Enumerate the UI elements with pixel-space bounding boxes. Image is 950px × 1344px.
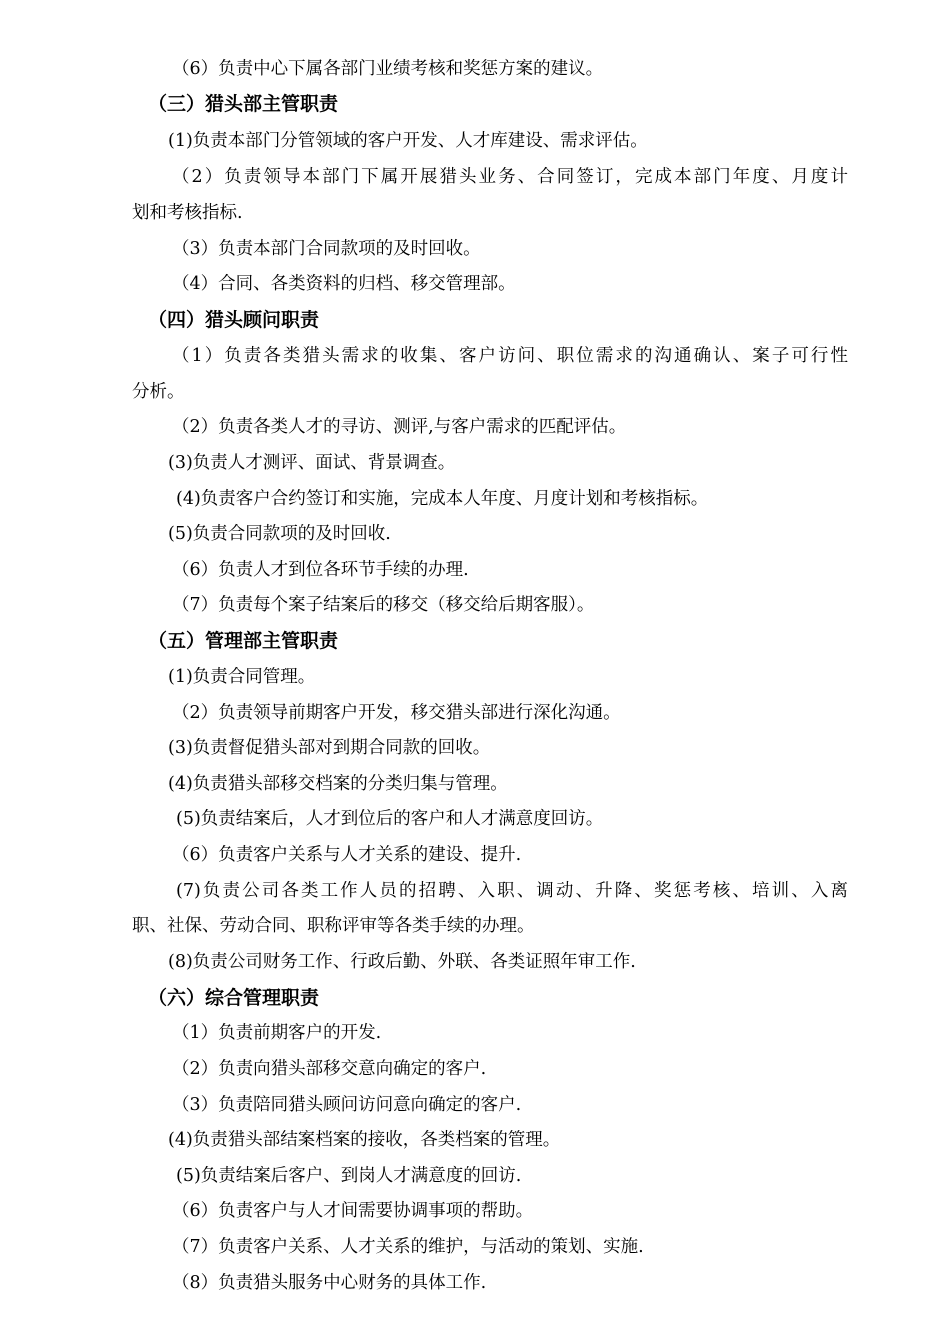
list-item: (4)负责猎头部结案档案的接收，各类档案的管理。 bbox=[168, 1130, 561, 1150]
list-item: (7)负责公司各类工作人员的招聘、入职、调动、升降、奖惩考核、培训、入离 bbox=[176, 881, 848, 901]
list-item: (1)负责本部门分管领域的客户开发、人才库建设、需求评估。 bbox=[168, 131, 648, 151]
list-item: (5)负责结案后客户、到岗人才满意度的回访. bbox=[176, 1166, 522, 1186]
list-item: （3）负责本部门合同款项的及时回收。 bbox=[172, 239, 481, 259]
list-item: （6）负责中心下属各部门业绩考核和奖惩方案的建议。 bbox=[172, 59, 604, 79]
section-heading: （三）猎头部主管职责 bbox=[148, 93, 339, 115]
section-heading: （四）猎头顾问职责 bbox=[148, 309, 320, 331]
list-item: （2）负责向猎头部移交意向确定的客户. bbox=[172, 1059, 487, 1079]
list-item-continuation: 划和考核指标. bbox=[132, 203, 243, 223]
list-item: (8)负责公司财务工作、行政后勤、外联、各类证照年审工作. bbox=[168, 952, 636, 972]
list-item: （6）负责人才到位各环节手续的办理. bbox=[172, 560, 469, 580]
list-item-continuation: 分析。 bbox=[132, 382, 185, 402]
list-item: (1)负责合同管理。 bbox=[168, 667, 316, 687]
list-item-continuation: 职、社保、劳动合同、职称评审等各类手续的办理。 bbox=[132, 916, 535, 936]
list-item: （7）负责每个案子结案后的移交（移交给后期客服）。 bbox=[172, 595, 595, 615]
list-item: （1）负责前期客户的开发. bbox=[172, 1023, 382, 1043]
list-item: （4）合同、各类资料的归档、移交管理部。 bbox=[172, 274, 516, 294]
list-item: （7）负责客户关系、人才关系的维护，与活动的策划、实施. bbox=[172, 1237, 644, 1257]
list-item: (3)负责督促猎头部对到期合同款的回收。 bbox=[168, 738, 491, 758]
list-item: （6）负责客户关系与人才关系的建设、提升. bbox=[172, 845, 522, 865]
list-item: （2）负责各类人才的寻访、测评,与客户需求的匹配评估。 bbox=[172, 417, 627, 437]
list-item: （2）负责领导本部门下属开展猎头业务、合同签订，完成本部门年度、月度计 bbox=[172, 167, 848, 187]
list-item: (5)负责合同款项的及时回收. bbox=[168, 524, 391, 544]
list-item: （6）负责客户与人才间需要协调事项的帮助。 bbox=[172, 1201, 534, 1221]
list-item: (3)负责人才测评、面试、背景调查。 bbox=[168, 453, 456, 473]
list-item: （8）负责猎头服务中心财务的具体工作. bbox=[172, 1273, 487, 1293]
list-item: (4)负责猎头部移交档案的分类归集与管理。 bbox=[168, 774, 508, 794]
section-heading: （五）管理部主管职责 bbox=[148, 630, 339, 652]
list-item: (4)负责客户合约签订和实施，完成本人年度、月度计划和考核指标。 bbox=[176, 489, 709, 509]
section-heading: （六）综合管理职责 bbox=[148, 987, 320, 1009]
list-item: （2）负责领导前期客户开发，移交猎头部进行深化沟通。 bbox=[172, 703, 621, 723]
list-item: （3）负责陪同猎头顾问访问意向确定的客户. bbox=[172, 1095, 522, 1115]
list-item: （1）负责各类猎头需求的收集、客户访问、职位需求的沟通确认、案子可行性 bbox=[172, 346, 848, 366]
list-item: (5)负责结案后，人才到位后的客户和人才满意度回访。 bbox=[176, 809, 604, 829]
